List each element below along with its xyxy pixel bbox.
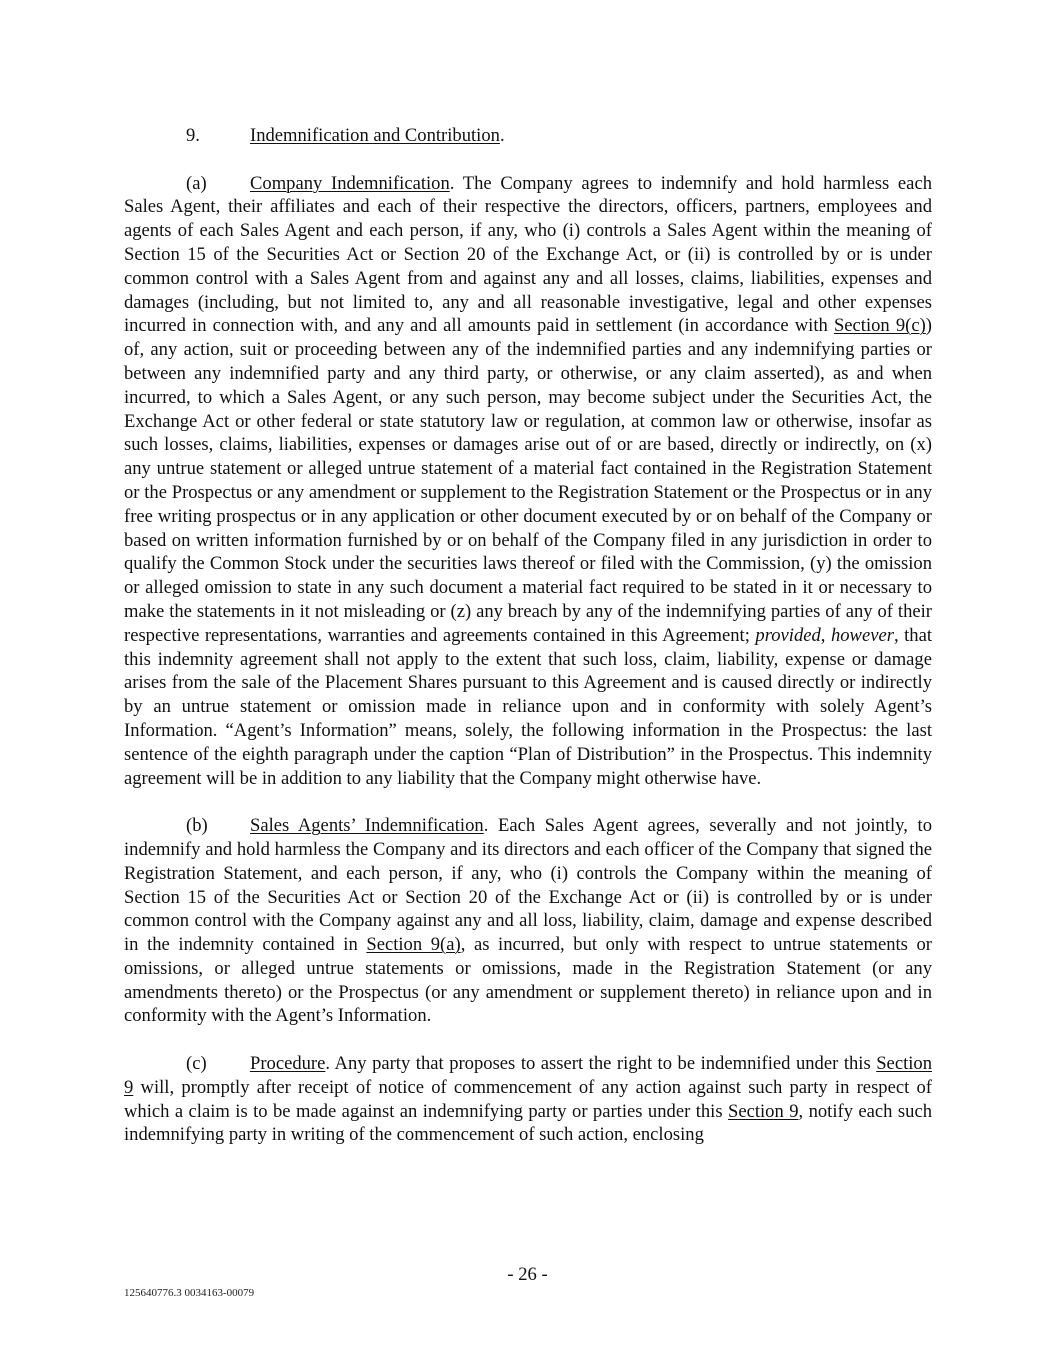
paragraph-c-heading: Procedure [250,1053,326,1075]
section-9-reference-2: Section 9 [728,1100,799,1122]
document-page [124,124,932,1147]
section-9-reference-1: Section 9 [124,1053,932,1098]
paragraph-b [124,814,932,1028]
paragraph-c-text-1: . Any party that proposes to assert the right to be indemnified under this [325,1053,877,1075]
paragraph-b-heading: Sales Agents’ Indemnification [250,815,484,837]
paragraph-a [124,172,932,791]
page-number: - 26 - [507,1264,548,1285]
paragraph-c [124,1052,932,1147]
paragraph-c-label: (c) [186,1053,207,1075]
paragraph-a-text-3: , that this indemnity agreement shall not apply to the extent that such loss, claim, liability, expense or damage arises from the sale of the Placement Shares pursuant to this Agreement and is caused directly or indirectly by an untrue statement or omission made in reliance upon and in conformity with solely Agent’s Information. “Agent’s Information” means, solely, the following information in the Prospectus: the last sentence of the eighth paragraph under the caption “Plan of Distribution” in the Prospectus. This indemnity agreement will be in addition to any liability that the Company might otherwise have. [124,624,932,789]
paragraph-b-text-1: . Each Sales Agent agrees, severally and not jointly, to indemnify and hold harmless the Company and its directors and each officer of the Company that signed the Registration Statement, and each person, if any, who (i) controls the Company within the meaning of Section 15 of the Securities Act or Section 20 of the Exchange Act or (ii) is controlled by or is under common control with the Company against any and all loss, liability, claim, damage and expense described in the indemnity contained in [124,815,932,956]
provided-comma: , [820,624,831,646]
paragraph-c-text-3: , notify each such indemnifying party in writing of the commencement of such action, enclosing [124,1100,932,1146]
paragraph-a-text-1: . The Company agrees to indemnify and hold harmless each Sales Agent, their affiliates and each of their respective the directors, officers, partners, employees and agents of each Sales Agent and each person, if any, who (i) controls a Sales Agent within the meaning of Section 15 of the Securities Act or Section 20 of the Exchange Act, or (ii) is controlled by or is under common control with a Sales Agent from and against any and all losses, claims, liabilities, expenses and damages (including, but not limited to, any and all reasonable investigative, legal and other expenses incurred in connection with, and any and all amounts paid in settlement (in accordance with [124,172,932,337]
paragraph-a-heading: Company Indemnification [250,172,450,194]
paragraph-b-label: (b) [186,815,208,837]
section-title: Indemnification and Contribution [250,125,500,146]
provided-term: provided [755,624,821,646]
paragraph-b-text-2: , as incurred, but only with respect to untrue statements or omissions, or alleged untrue statements or omissions, made in the Registration Statement (or any amendments thereto) or the Prospectus (or any amendment or supplement thereto) in reliance upon and in conformity with the Agent’s Information. [124,934,933,1027]
section-title-period: . [499,125,505,146]
section-number: 9. [186,125,200,146]
paragraph-a-label: (a) [186,172,207,194]
section-9c-reference: Section 9(c) [833,315,926,337]
document-id: 125640776.3 0034163-00079 [124,1287,255,1299]
paragraph-c-text-2: will, promptly after receipt of notice of commencement of any action against such party in respect of which a claim is to be made against an indemnifying party or parties under this [124,1076,932,1122]
paragraph-a-text-2: ) of, any action, suit or proceeding between any of the indemnified parties and any indemnifying parties or between any indemnified party and any third party, or otherwise, or any claim asserted), as and when incurred, to which a Sales Agent, or any such person, may become subject under the Securities Act, the Exchange Act or other federal or state statutory law or regulation, at common law or otherwise, insofar as such losses, claims, liabilities, expenses or damages arise out of or are based, directly or indirectly, on (x) any untrue statement or alleged untrue statement of a material fact contained in the Registration Statement or the Prospectus or any amendment or supplement to the Registration Statement or the Prospectus or in any free writing prospectus or in any application or other document executed by or on behalf of the Company or based on written information furnished by or on behalf of the Company filed in any jurisdiction in order to qualify the Common Stock under the securities laws thereof or filed with the Commission, (y) the omission or alleged omission to state in any such document a material fact required to be stated in it or necessary to make the statements in it not misleading or (z) any breach by any of the indemnifying parties of any of their respective representations, warranties and agreements contained in this Agreement; [124,315,932,646]
section-heading [124,124,932,148]
section-9a-reference: Section 9(a) [366,934,461,956]
however-term: however [830,624,894,646]
